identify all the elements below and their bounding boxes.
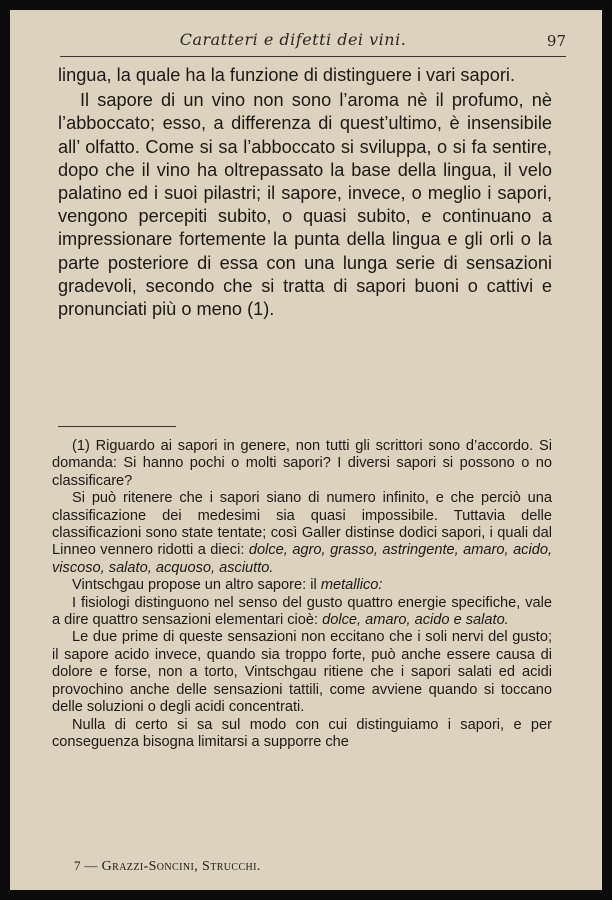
footnote-separator xyxy=(58,426,176,427)
footnote-para-4-text: I fisiologi distinguono nel senso del gusto quattro energie specifiche, vale a dire quattro sensazioni elementari cioè: xyxy=(52,594,552,629)
book-page xyxy=(10,10,602,890)
signature-line xyxy=(74,858,261,875)
footnote xyxy=(52,438,552,751)
paragraph-continuation: lingua, la quale ha la funzione di distinguere i vari sapori. xyxy=(58,65,515,85)
footnote-para-4 xyxy=(52,595,552,630)
footnote-para-3-term: metallico: xyxy=(320,577,383,594)
main-text xyxy=(58,64,552,321)
page-header xyxy=(60,26,566,57)
footnote-para-2-list: dolce, agro, grasso, astringente, amaro, acido, viscoso, salato, acquoso, asciutto. xyxy=(52,542,553,576)
page-number: 97 xyxy=(546,32,566,50)
signature-authors: Grazzi-Soncini, Strucchi. xyxy=(101,859,261,874)
running-title: Caratteri e difetti dei vini. xyxy=(179,30,407,49)
signature-number: 7 — xyxy=(74,858,98,873)
footnote-para-4-list: dolce, amaro, acido e salato. xyxy=(322,612,509,629)
footnote-para-3-text: Vintschgau propose un altro sapore: il xyxy=(72,577,317,594)
footnote-para-3 xyxy=(52,577,552,594)
footnote-para-2 xyxy=(52,490,552,577)
footnote-para-2-text: Si può ritenere che i sapori siano di numero infinito, e che perciò una classificazione dei medesimi sia quasi impossibile. Tuttavia delle classificazioni sono state tentate; così Galler distinse dodici sapori, i quali dal Linneo vennero ridotti a dieci: xyxy=(52,490,552,559)
footnote-para-6: Nulla di certo si sa sul modo con cui distinguiamo i sapori, e per conseguenza bisogna limitarsi a supporre che xyxy=(52,716,552,750)
footnote-para-5: Le due prime di queste sensazioni non eccitano che i soli nervi del gusto; il sapore acido invece, quando sia troppo forte, può anche essere causa di dolore e forse, non a torto, Vintschgau ritiene che i sapori salati ed acidi provochino anche delle sensazioni tattili, come avviene quando si toccano delle soluzioni o degli acidi concentrati. xyxy=(52,629,552,716)
paragraph-sapore: Il sapore di un vino non sono l’aroma nè il profumo, nè l’abboccato; esso, a differenza di quest’ultimo, è insensibile all’ olfatto. Come si sa l’abboccato si sviluppa, o si fa sentire, dopo che il vino ha oltrepassato la base della lingua, il velo palatino ed i suoi pilastri; il sapore, invece, o meglio i sapori, vengono percepiti subito, o quasi subito, e continuano a impressionare fortemente la punta della lingua e gli orli o la parte posteriore di essa con una lunga serie di sensazioni gradevoli, secondo che si tratta di sapori buoni o cattivi e pronunciati più o meno (1). xyxy=(58,90,552,320)
footnote-para-1: (1) Riguardo ai sapori in genere, non tutti gli scrittori sono d’accordo. Si domanda: Si hanno pochi o molti sapori? I diversi sapori si possono o no classificare? xyxy=(52,438,552,489)
